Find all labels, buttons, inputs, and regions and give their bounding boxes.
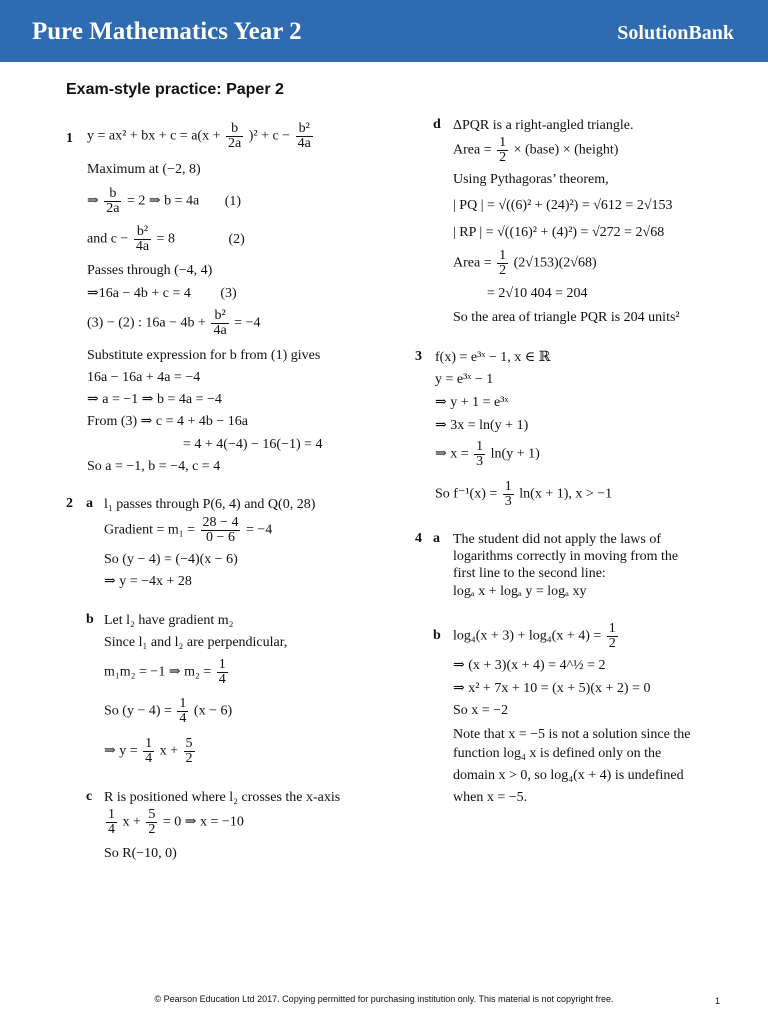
q4b-line7: domain x > 0, so log₄(x + 4) is undefined bbox=[453, 768, 684, 783]
q2a-line1: l₁ passes through P(6, 4) and Q(0, 28) bbox=[104, 497, 316, 512]
q2d-area2: Area = $\frac{1}{2}$ (2√153)(2√68) bbox=[453, 248, 597, 278]
q4a-line2: logarithms correctly in moving from the bbox=[453, 549, 679, 564]
part-label: b bbox=[433, 628, 441, 643]
q1-equation-3: ⇒16a − 4b + c = 4 (3) bbox=[87, 286, 237, 301]
page-header bbox=[0, 0, 768, 62]
question-number: 3 bbox=[415, 349, 422, 364]
q2b-line2: Since l₁ and l₂ are perpendicular, bbox=[104, 635, 288, 650]
page-number: 1 bbox=[714, 996, 720, 1006]
q1-line1: y = ax² + bx + c = a(x + $\frac{b}{2a}$ )² + c − $\frac{\text{b²}}{4a}$ bbox=[87, 121, 311, 151]
q2b-line3: m₁m₂ = −1 ⇒ m₂ = $\frac{1}{4}$ bbox=[104, 657, 226, 687]
book-title: Pure Mathematics Year 2 bbox=[32, 18, 302, 45]
q2c-line2: $\frac{1}{4}$ x + $\frac{5}{2}$ = 0 ⇒ x = −10 bbox=[108, 807, 244, 837]
q2d-answer: So the area of triangle PQR is 204 units² bbox=[453, 310, 680, 325]
part-label: a bbox=[433, 531, 440, 546]
q4b-line8: when x = −5. bbox=[453, 790, 528, 805]
q1-substitute: Substitute expression for b from (1) gives bbox=[87, 348, 321, 363]
q2d-area3: = 2√10 404 = 204 bbox=[487, 286, 588, 301]
q1-working-3: From (3) ⇒ c = 4 + 4b − 16a bbox=[87, 414, 249, 429]
part-label: b bbox=[86, 612, 94, 627]
section-title: Exam-style practice: Paper 2 bbox=[66, 81, 284, 98]
q2d-pythagoras: Using Pythagoras’ theorem, bbox=[453, 172, 609, 187]
part-label: c bbox=[86, 789, 93, 804]
q2b-implication: ⇒ y = $\frac{1}{4}$ x + $\frac{5}{2}$ bbox=[104, 736, 193, 766]
q1-working-2: ⇒ a = −1 ⇒ b = 4a = −4 bbox=[87, 392, 222, 407]
q2c-line1: R is positioned where l₂ crosses the x-axis bbox=[104, 790, 341, 805]
q2b-line1: Let l₂ have gradient m₂ bbox=[104, 613, 234, 628]
q4b-line4: So x = −2 bbox=[453, 703, 509, 718]
q2d-rp: | RP | = √((16)² + (4)²) = √272 = 2√68 bbox=[453, 225, 665, 240]
q1-implication-1: ⇒ $\frac{b}{2a}$ = 2 ⇒ b = 4a (1) bbox=[87, 186, 242, 216]
q3-line3: ⇒ y + 1 = e³ˣ bbox=[435, 395, 509, 410]
part-label: a bbox=[86, 496, 93, 511]
q2d-pq: | PQ | = √((6)² + (24)²) = √612 = 2√153 bbox=[453, 198, 673, 213]
q3-answer: So f⁻¹(x) = $\frac{1}{3}$ ln(x + 1), x > −1 bbox=[435, 479, 613, 509]
q1-maximum: Maximum at (−2, 8) bbox=[87, 162, 201, 177]
q3-line2: y = e³ˣ − 1 bbox=[435, 372, 494, 387]
q4a-line4: logₐ x + logₐ y = logₐ xy bbox=[453, 584, 587, 599]
q1-equation-2: and c − $\frac{\text{b²}}{4a}$ = 8 (2) bbox=[87, 224, 245, 254]
q2a-implication: ⇒ y = −4x + 28 bbox=[104, 574, 192, 589]
q4b-line1: log₄(x + 3) + log₄(x + 4) = $\frac{1}{2}$ bbox=[453, 621, 616, 651]
q2b-so: So (y − 4) = $\frac{1}{4}$ (x − 6) bbox=[104, 696, 233, 726]
copyright-footer: © Pearson Education Ltd 2017. Copying permitted for purchasing institution only. This material is not copyright free. bbox=[154, 994, 614, 1004]
q1-working-1: 16a − 16a + 4a = −4 bbox=[87, 370, 201, 385]
q3-line5: ⇒ x = $\frac{1}{3}$ ln(y + 1) bbox=[435, 439, 540, 469]
q1-answer: So a = −1, b = −4, c = 4 bbox=[87, 459, 221, 474]
q4a-line3: first line to the second line: bbox=[453, 566, 606, 581]
q2d-area: Area = $\frac{1}{2}$ × (base) × (height) bbox=[453, 135, 619, 165]
q1-working-4: = 4 + 4(−4) − 16(−1) = 4 bbox=[183, 437, 323, 452]
question-number: 4 bbox=[415, 531, 422, 546]
question-number: 1 bbox=[66, 131, 73, 146]
q2d-line1: ΔPQR is a right-angled triangle. bbox=[453, 118, 634, 133]
q4b-line2: ⇒ (x + 3)(x + 4) = 4^½ = 2 bbox=[453, 658, 606, 673]
q2a-gradient: Gradient = m₁ = $\frac{28 - 4}{0 - 6}$ = −4 bbox=[104, 515, 273, 545]
q1-difference: (3) − (2) : 16a − 4b + $\frac{\text{b²}}{4a}$ = −4 bbox=[87, 308, 261, 338]
q4b-line6: function log₄ x is defined only on the bbox=[453, 746, 662, 761]
q3-line4: ⇒ 3x = ln(y + 1) bbox=[435, 418, 529, 433]
q4b-line5: Note that x = −5 is not a solution since the bbox=[453, 727, 691, 742]
q4a-line1: The student did not apply the laws of bbox=[453, 532, 662, 547]
q2c-answer: So R(−10, 0) bbox=[104, 846, 177, 861]
brand-name: SolutionBank bbox=[617, 22, 734, 44]
q4b-line3: ⇒ x² + 7x + 10 = (x + 5)(x + 2) = 0 bbox=[453, 681, 651, 696]
part-label: d bbox=[433, 117, 441, 132]
q1-passes: Passes through (−4, 4) bbox=[87, 263, 213, 278]
q2a-so: So (y − 4) = (−4)(x − 6) bbox=[104, 552, 238, 567]
q3-line1: f(x) = e³ˣ − 1, x ∈ ℝ bbox=[435, 350, 551, 365]
question-number: 2 bbox=[66, 496, 73, 511]
